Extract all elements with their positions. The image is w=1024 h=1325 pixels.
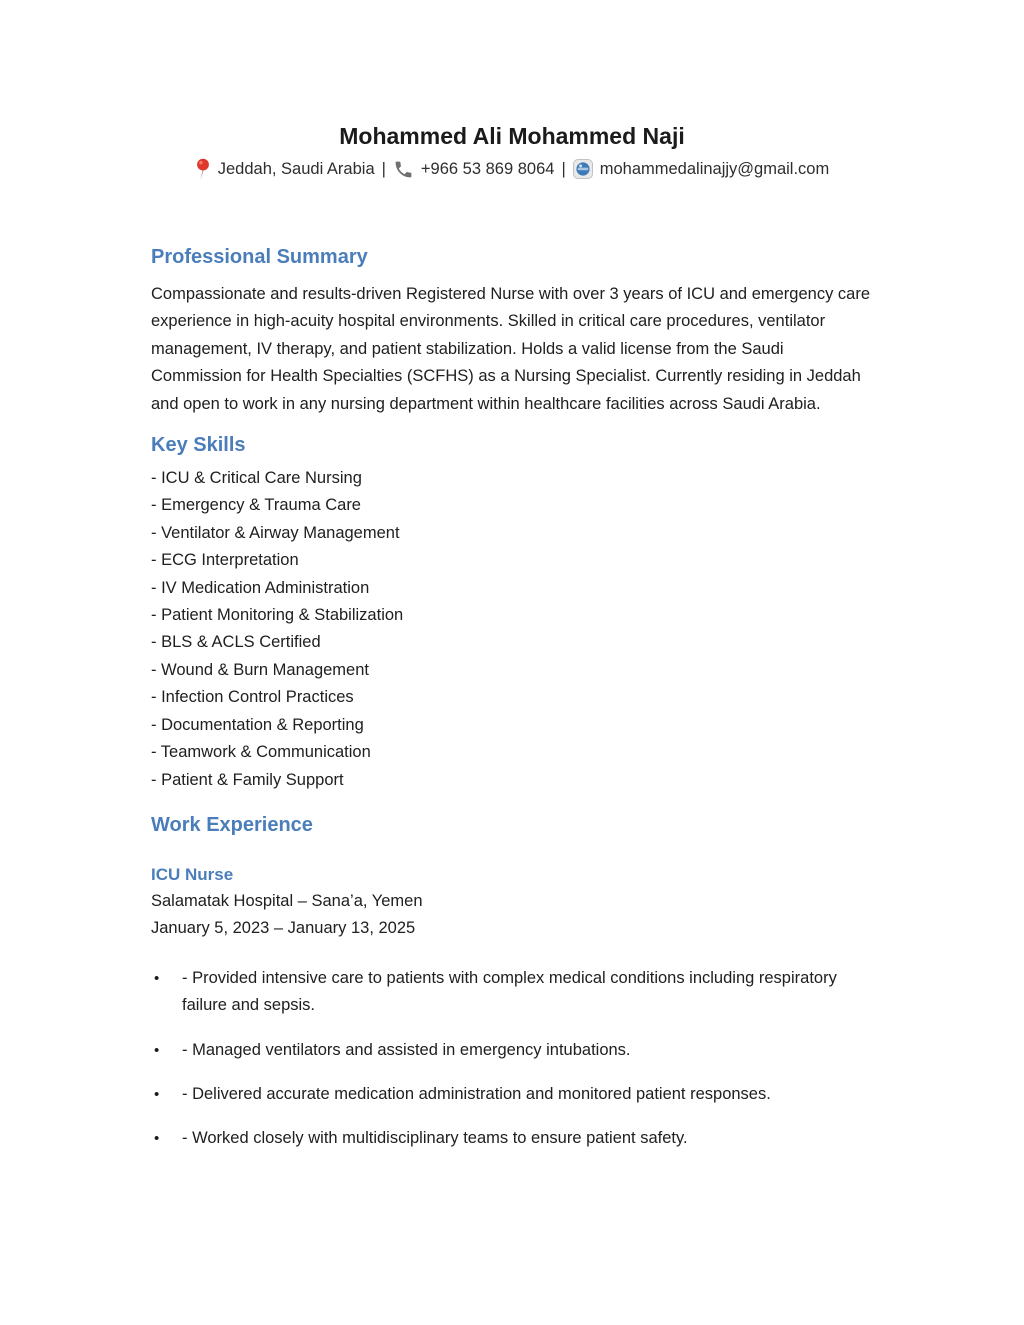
bullet-marker: • — [154, 1130, 160, 1148]
skill-item: - Wound & Burn Management — [151, 660, 369, 679]
job-bullet — [151, 965, 873, 1020]
skill-item: - Patient Monitoring & Stabilization — [151, 606, 404, 625]
bullet-marker: • — [154, 1085, 160, 1103]
candidate-name: Mohammed Ali Mohammed Naji — [339, 123, 685, 149]
contact-location: Jeddah, Saudi Arabia — [217, 160, 375, 178]
key-skills-list — [151, 465, 873, 794]
location-pin-icon — [195, 158, 211, 181]
bullet-marker: • — [154, 969, 160, 987]
skill-item: - Infection Control Practices — [151, 688, 354, 707]
job-entry — [151, 863, 873, 1153]
contact-phone: +966 53 869 8064 — [420, 160, 555, 178]
job-bullet-text: - Managed ventilators and assisted in emergency intubations. — [182, 1040, 631, 1059]
skill-item: - Ventilator & Airway Management — [151, 523, 400, 542]
section-title-work-experience: Work Experience — [151, 813, 313, 836]
job-bullet-text: - Delivered accurate medication administration and monitored patient responses. — [182, 1084, 771, 1103]
contact-line — [151, 157, 873, 181]
section-title-professional-summary: Professional Summary — [151, 246, 368, 268]
skill-item: - Patient & Family Support — [151, 770, 344, 789]
skill-item: - Documentation & Reporting — [151, 715, 364, 734]
resume-content — [151, 0, 873, 1170]
skill-item: - ICU & Critical Care Nursing — [151, 469, 362, 488]
skill-item: - BLS & ACLS Certified — [151, 633, 321, 652]
job-details — [151, 888, 873, 943]
job-bullet-text: - Provided intensive care to patients with complex medical conditions including respiratory failure and sepsis. — [182, 968, 837, 1015]
bullet-marker: • — [154, 1041, 160, 1059]
job-bullet — [151, 1081, 873, 1108]
job-role: ICU Nurse — [151, 864, 234, 884]
contact-separator: | — [561, 160, 566, 178]
section-title-key-skills: Key Skills — [151, 434, 246, 457]
contact-email: mohammedalinajjy@gmail.com — [599, 160, 830, 178]
skill-item: - ECG Interpretation — [151, 551, 299, 570]
skill-item: - Teamwork & Communication — [151, 743, 371, 762]
job-dates: January 5, 2023 – January 13, 2025 — [151, 919, 416, 938]
job-bullet-text: - Worked closely with multidisciplinary teams to ensure patient safety. — [182, 1129, 688, 1148]
email-icon — [573, 159, 593, 179]
contact-separator: | — [381, 160, 386, 178]
skill-item: - IV Medication Administration — [151, 578, 370, 597]
professional-summary-text: Compassionate and results-driven Registered Nurse with over 3 years of ICU and emergency care experience in high-acuity hospital environments. Skilled in critical care procedures, ventilator management, IV therapy, and patient stabilization. Holds a valid license from the Saudi Commission for Health Specialties (SCFHS) as a Nursing Specialist. Currently residing in Jeddah and open to work in any nursing department within healthcare facilities across Saudi Arabia. — [151, 285, 870, 413]
skill-item: - Emergency & Trauma Care — [151, 496, 361, 515]
job-bullet — [151, 1037, 873, 1064]
job-organization: Salamatak Hospital – Sana’a, Yemen — [151, 891, 423, 910]
job-bullet — [151, 1125, 873, 1152]
job-bullet-list — [151, 965, 873, 1153]
phone-icon — [393, 159, 414, 180]
